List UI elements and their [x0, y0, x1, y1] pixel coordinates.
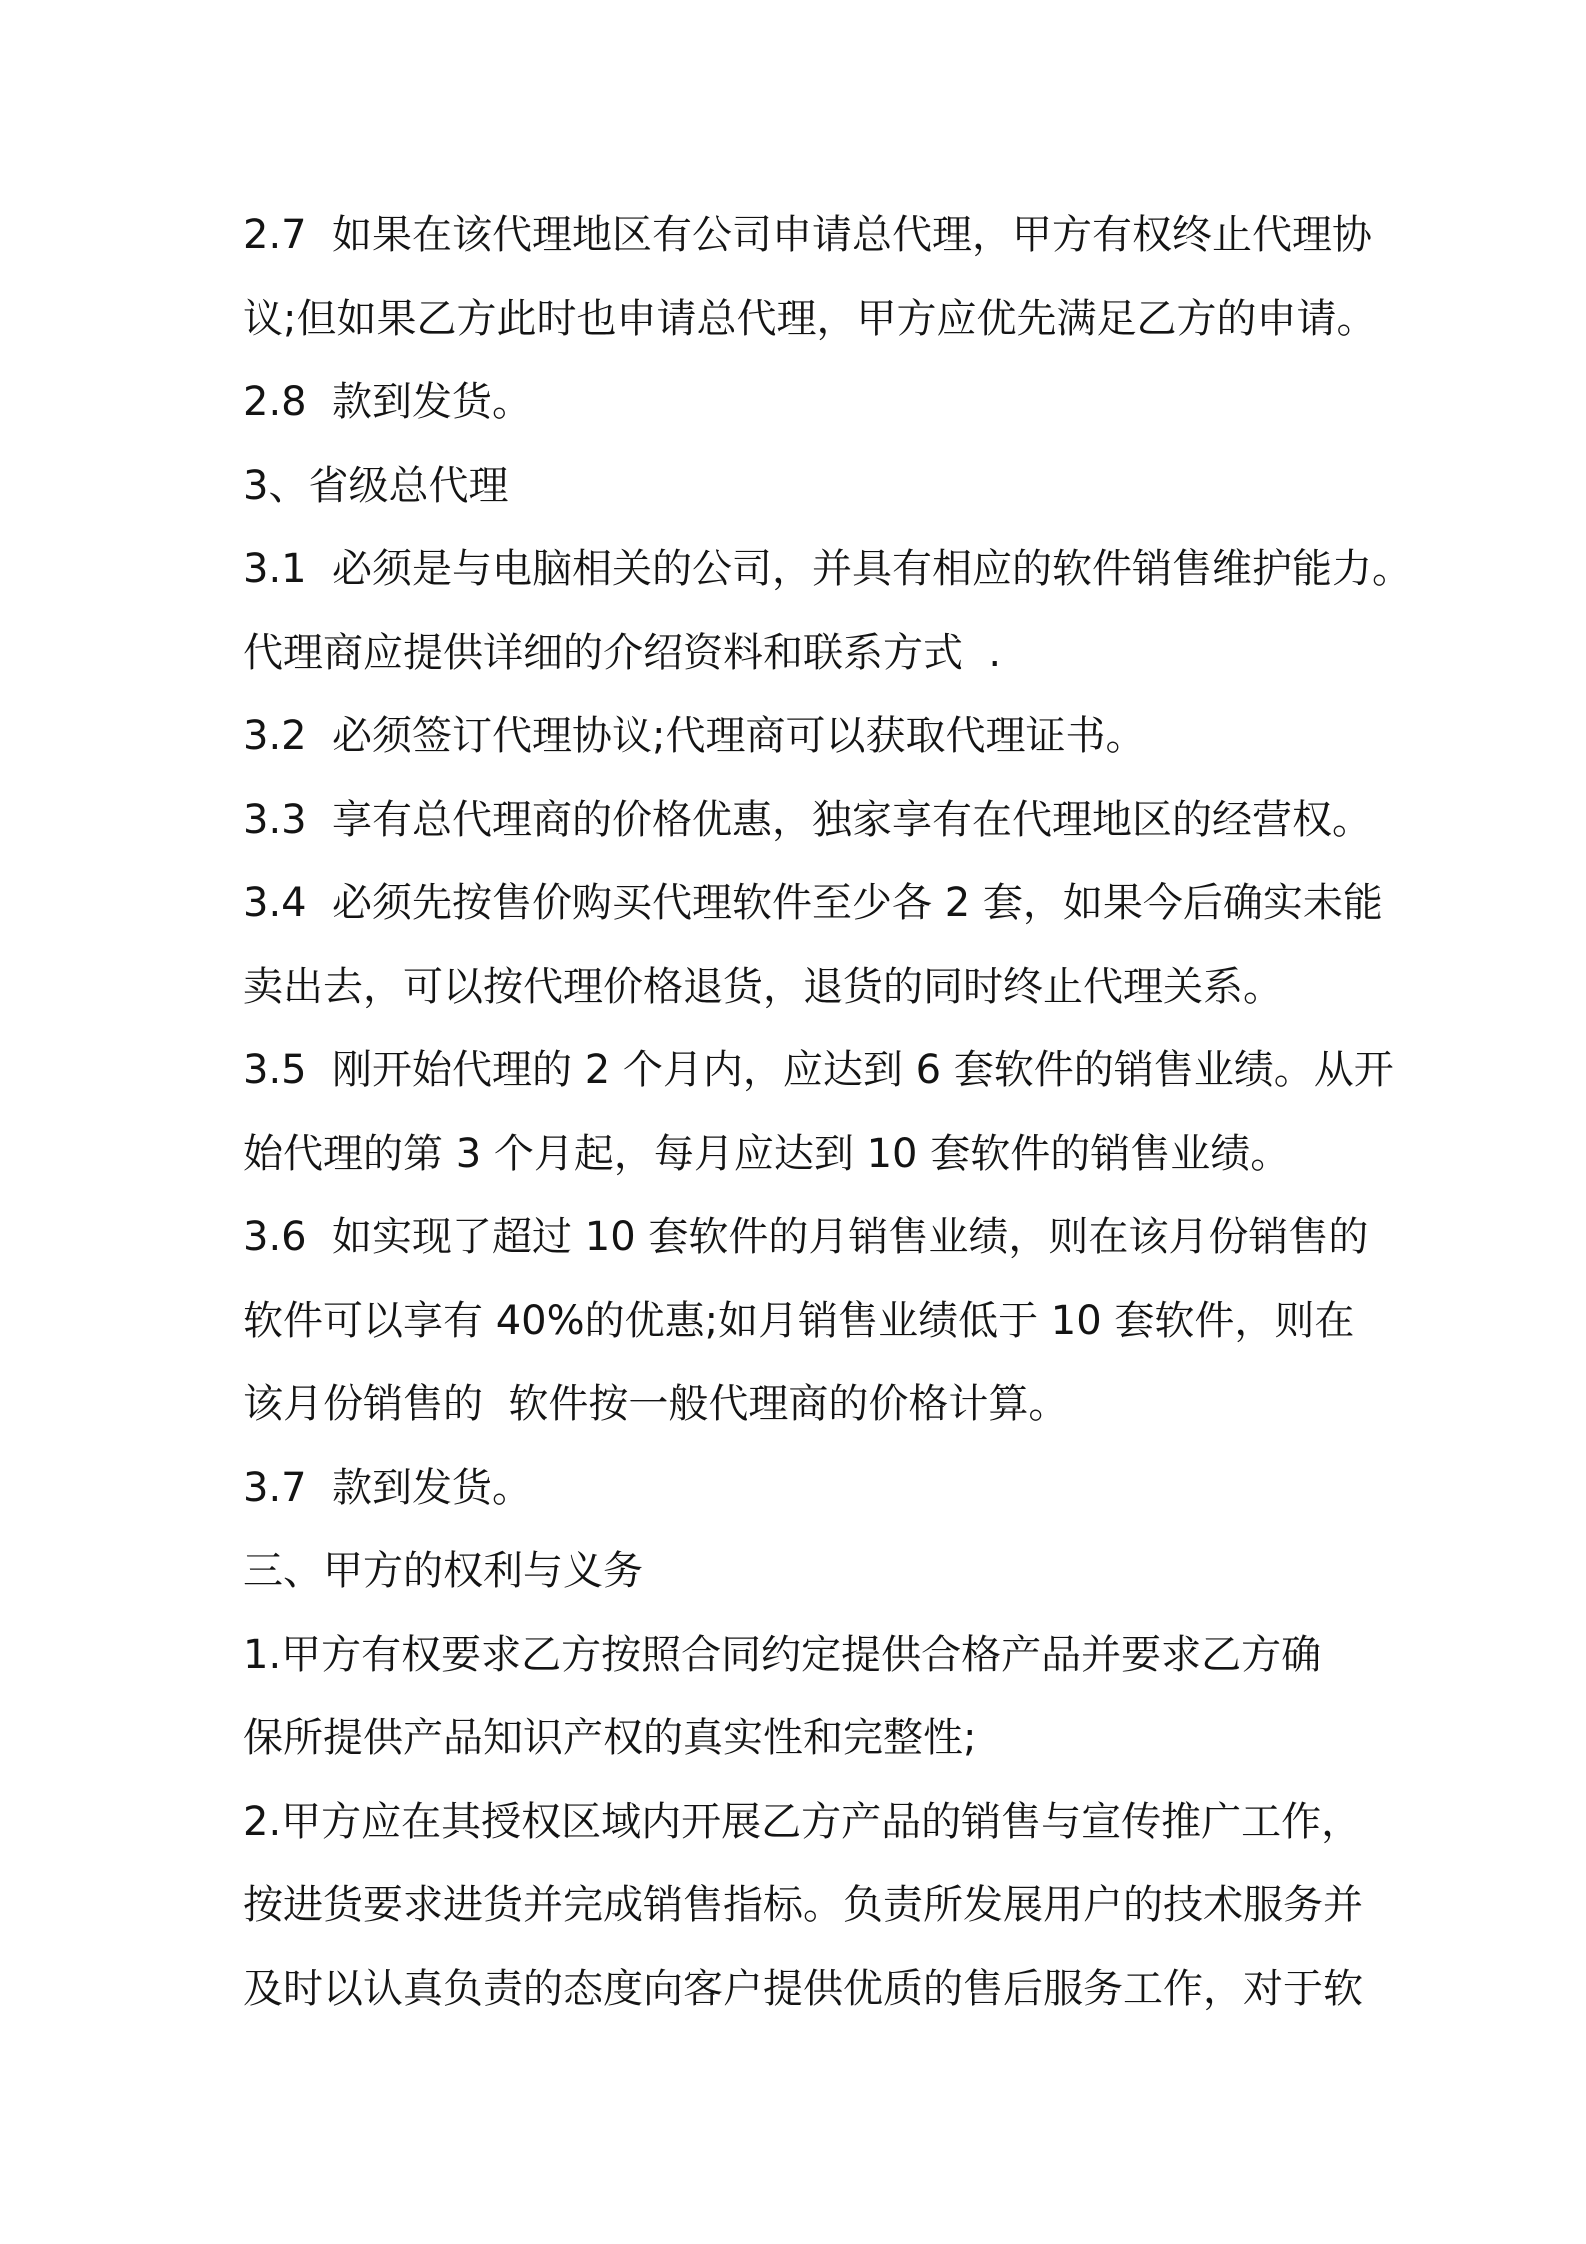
text-line: 该月份销售的 软件按一般代理商的价格计算。 — [243, 1381, 1069, 1427]
text-line: 软件可以享有 40%的优惠;如月销售业绩低于 10 套软件，则在 — [243, 1297, 1355, 1344]
text-line: 保所提供产品知识产权的真实性和完整性; — [243, 1715, 977, 1761]
text-line: 3.1 必须是与电脑相关的公司，并具有相应的软件销售维护能力。 — [243, 546, 1413, 592]
section-heading: 3、省级总代理 — [243, 462, 509, 509]
text-line: 2.8 款到发货。 — [243, 379, 533, 425]
text-line: 及时以认真负责的态度向客户提供优质的售后服务工作，对于软 — [243, 1965, 1363, 2012]
document-body — [243, 194, 1413, 2031]
text-line: 3.7 款到发货。 — [243, 1464, 533, 1511]
text-line: 3.6 如实现了超过 10 套软件的月销售业绩，则在该月份销售的 — [243, 1214, 1369, 1260]
text-line: 议;但如果乙方此时也申请总代理，甲方应优先满足乙方的申请。 — [243, 295, 1377, 342]
text-line: 1.甲方有权要求乙方按照合同约定提供合格产品并要求乙方确 — [243, 1631, 1322, 1678]
text-line: 卖出去，可以按代理价格退货，退货的同时终止代理关系。 — [243, 963, 1283, 1010]
text-line: 3.5 刚开始代理的 2 个月内，应达到 6 套软件的销售业绩。从开 — [243, 1047, 1394, 1093]
section-heading: 三、甲方的权利与义务 — [243, 1548, 643, 1594]
text-line: 2.7 如果在该代理地区有公司申请总代理，甲方有权终止代理协 — [243, 212, 1373, 258]
text-line: 3.4 必须先按售价购买代理软件至少各 2 套，如果今后确实未能 — [243, 880, 1383, 926]
text-line: 3.2 必须签订代理协议;代理商可以获取代理证书。 — [243, 713, 1146, 759]
text-line: 按进货要求进货并完成销售指标。负责所发展用户的技术服务并 — [243, 1882, 1363, 1928]
text-line: 始代理的第 3 个月起，每月应达到 10 套软件的销售业绩。 — [243, 1130, 1291, 1177]
text-line: 代理商应提供详细的介绍资料和联系方式 . — [243, 629, 1002, 676]
text-line: 3.3 享有总代理商的价格优惠，独家享有在代理地区的经营权。 — [243, 796, 1373, 843]
text-line: 2.甲方应在其授权区域内开展乙方产品的销售与宣传推广工作， — [243, 1798, 1362, 1845]
